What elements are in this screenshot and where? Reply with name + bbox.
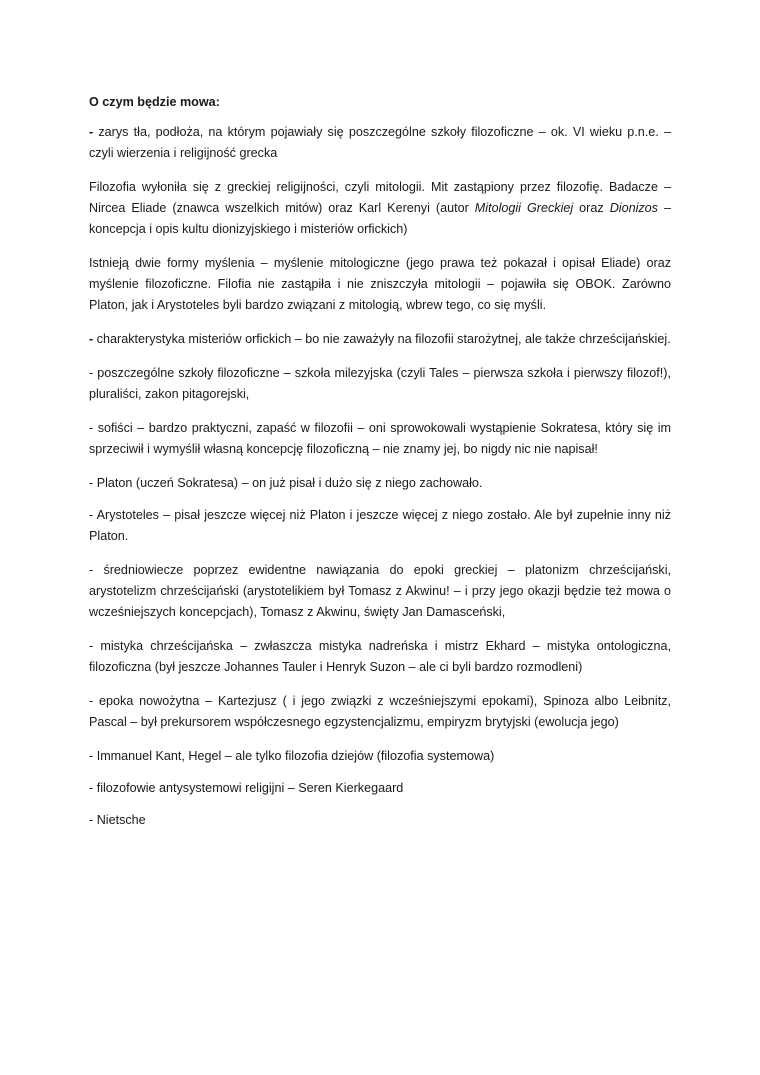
paragraph-mysticism: - mistyka chrześcijańska – zwłaszcza mistyka nadreńska i mistrz Ekhard – mistyka ontologiczna, filozoficzna (był jeszcze Johannes Tauler i Henryk Suzon – ale ci byli bardzo rozmodleni) xyxy=(89,639,671,674)
paragraph-forms-of-thinking: Istnieją dwie formy myślenia – myślenie mitologiczne (jego prawa też pokazał i opisał Eliade) oraz myślenie filozoficzne. Filofia nie zastąpiła i nie zniszczyła mitologii – pojawiła się OBOK. Zarówno Platon, jak i Arystoteles byli bardzo związani z mitologią, wbrew tego, co się myśli. xyxy=(89,256,671,312)
paragraph-aristotle: - Arystoteles – pisał jeszcze więcej niż Platon i jeszcze więcej z niego zostało. Ale był zupełnie inny niż Platon. xyxy=(89,508,671,543)
paragraph-text: – koncepcja i opis kultu dionizyjskiego i misteriów orfickich) xyxy=(89,201,671,236)
paragraph-text: charakterystyka misteriów orfickich – bo nie zaważyły na filozofii starożytnej, ale także chrześcijańskiej. xyxy=(93,332,671,346)
paragraph-kant-hegel: - Immanuel Kant, Hegel – ale tylko filozofia dziejów (filozofia systemowa) xyxy=(89,749,495,763)
paragraph-orphic-mysteries xyxy=(89,329,671,350)
bullet-dash: - xyxy=(89,125,94,139)
paragraph-text: zarys tła, podłoża, na którym pojawiały się poszczególne szkoły filozoficzne – ok. VI wieku p.n.e. – czyli wierzenia i religijność grecka xyxy=(89,125,671,160)
paragraph-background xyxy=(89,122,671,164)
paragraph-origins xyxy=(89,177,671,240)
paragraph-kierkegaard: - filozofowie antysystemowi religijni – Seren Kierkegaard xyxy=(89,781,404,795)
paragraph-sophists: - sofiści – bardzo praktyczni, zapaść w filozofii – oni sprowokowali wystąpienie Sokratesa, który się im sprzeciwił i wymyślił własną koncepcję filozoficzną – nie znamy jej, bo nigdy nic nie napisał! xyxy=(89,421,671,456)
paragraph-schools: - poszczególne szkoły filozoficzne – szkoła milezyjska (czyli Tales – pierwsza szkoła i pierwszy filozof!), pluraliści, zakon pitagorejski, xyxy=(89,366,671,401)
bullet-dash: - xyxy=(89,332,94,346)
paragraph-nietzsche: - Nietsche xyxy=(89,813,146,827)
paragraph-text: oraz xyxy=(573,201,610,215)
paragraph-plato: - Platon (uczeń Sokratesa) – on już pisał i dużo się z niego zachowało. xyxy=(89,476,483,490)
book-title-mitologii: Mitologii Greckiej xyxy=(474,201,574,215)
document-page xyxy=(89,92,671,844)
document-title: O czym będzie mowa: xyxy=(89,95,220,109)
book-title-dionizos: Dionizos xyxy=(609,201,658,215)
paragraph-text: Filozofia wyłoniła się z greckiej religijności, czyli mitologii. Mit zastąpiony przez filozofię. Badacze – Nircea Eliade (znawca wszelkich mitów) oraz Karl Kerenyi (autor xyxy=(89,180,671,215)
paragraph-modern-era: - epoka nowożytna – Kartezjusz ( i jego związki z wcześniejszymi epokami), Spinoza albo Leibnitz, Pascal – był prekursorem współczesnego egzystencjalizmu, empiryzm brytyjski (ewolucja jego) xyxy=(89,694,671,729)
paragraph-middle-ages: - średniowiecze poprzez ewidentne nawiązania do epoki greckiej – platonizm chrześcijański, arystotelizm chrześcijański (arystotelikiem był Tomasz z Akwinu! – i przy jego okazji będzie też mowa o wcześniejszych koncepcjach), Tomasz z Akwinu, święty Jan Damasceński, xyxy=(89,563,671,619)
